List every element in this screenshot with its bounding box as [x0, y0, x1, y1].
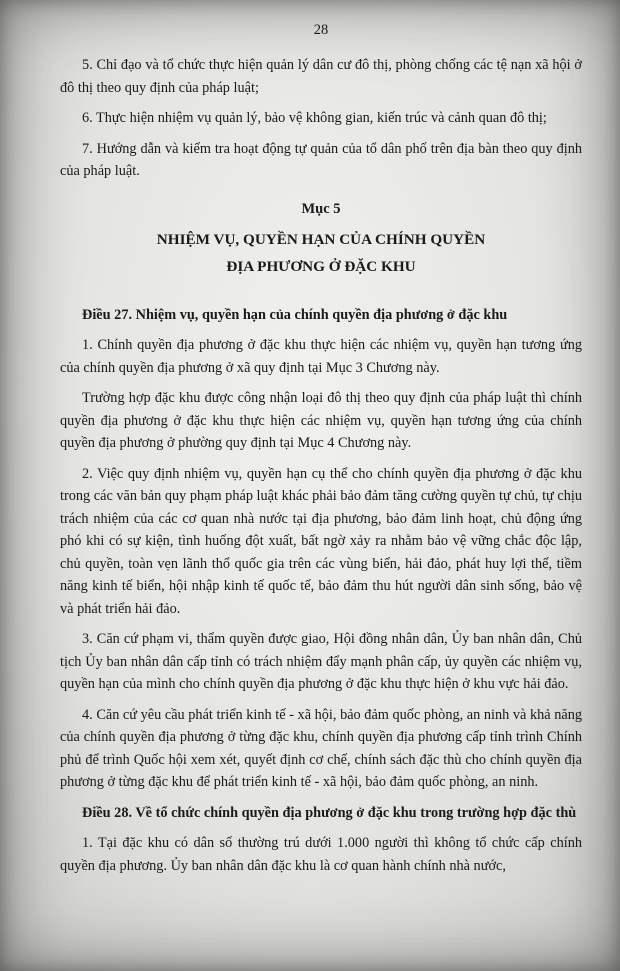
page-number: 28 — [313, 22, 329, 38]
section-title-line-1: NHIỆM VỤ, QUYỀN HẠN CỦA CHÍNH QUYỀN — [156, 230, 486, 248]
article-28-paragraph-1: 1. Tại đặc khu có dân số thường trú dưới 1.000 người thì không tổ chức cấp chính quyền địa phương. Ủy ban nhân dân đặc khu là cơ quan hành chính nhà nước, — [60, 835, 582, 874]
list-item-7: 7. Hướng dẫn và kiểm tra hoạt động tự quản của tổ dân phố trên địa bàn theo quy định của pháp luật. — [60, 140, 582, 179]
list-item-5: 5. Chỉ đạo và tổ chức thực hiện quản lý dân cư đô thị, phòng chống các tệ nạn xã hội ở đô thị theo quy định của pháp luật; — [60, 57, 582, 96]
section-title — [60, 226, 582, 280]
article-27-heading: Điều 27. Nhiệm vụ, quyền hạn của chính quyền địa phương ở đặc khu — [82, 306, 508, 323]
article-27-paragraph-5: 4. Căn cứ yêu cầu phát triển kinh tế - xã hội, bảo đảm quốc phòng, an ninh và khả năng của chính quyền địa phương ở từng đặc khu, chính quyền địa phương cấp tỉnh trình Chính phủ để trình Quốc hội xem xét, quyết định cơ chế, chính sách đặc thù cho chính quyền địa phương ở từng đặc khu để phát triển kinh tế - xã hội, bảo đảm quốc phòng, an ninh. — [60, 706, 582, 790]
section-label: Mục 5 — [301, 200, 341, 217]
article-28-heading: Điều 28. Về tổ chức chính quyền địa phương ở đặc khu trong trường hợp đặc thù — [82, 804, 577, 821]
section-title-line-2: ĐỊA PHƯƠNG Ở ĐẶC KHU — [226, 257, 416, 275]
list-item-6: 6. Thực hiện nhiệm vụ quản lý, bảo vệ không gian, kiến trúc và cảnh quan đô thị; — [82, 110, 547, 126]
article-27-paragraph-3: 2. Việc quy định nhiệm vụ, quyền hạn cụ thể cho chính quyền địa phương ở đặc khu trong các văn bản quy phạm pháp luật khác phải bảo đảm tăng cường quyền tự chủ, tự chịu trách nhiệm của các cơ quan nhà nước tại địa phương, bảo đảm linh hoạt, chủ động ứng phó khi có sự kiện, tình huống đột xuất, bất ngờ xảy ra nhằm bảo vệ vững chắc độc lập, chủ quyền, toàn vẹn lãnh thổ quốc gia trên các vùng biển, hải đảo, phát huy lợi thế, tiềm năng kinh tế biển, hội nhập kinh tế quốc tế, bảo đảm thu hút người dân sinh sống, bảo vệ và phát triển hải đảo. — [60, 465, 582, 617]
article-27-paragraph-2: Trường hợp đặc khu được công nhận loại đô thị theo quy định của pháp luật thì chính quyền địa phương ở đặc khu thực hiện các nhiệm vụ, quyền hạn tương ứng của chính quyền địa phương ở phường quy định tại Mục 4 Chương này. — [60, 390, 582, 451]
article-27-paragraph-1: 1. Chính quyền địa phương ở đặc khu thực hiện các nhiệm vụ, quyền hạn tương ứng của chính quyền địa phương ở xã quy định tại Mục 3 Chương này. — [60, 337, 582, 376]
article-27-paragraph-4: 3. Căn cứ phạm vi, thẩm quyền được giao, Hội đồng nhân dân, Ủy ban nhân dân, Chủ tịch Ủy ban nhân dân cấp tỉnh có trách nhiệm đẩy mạnh phân cấp, ủy quyền các nhiệm vụ, quyền hạn của mình cho chính quyền địa phương ở đặc khu thực hiện ở khu vực hải đảo. — [60, 631, 582, 692]
